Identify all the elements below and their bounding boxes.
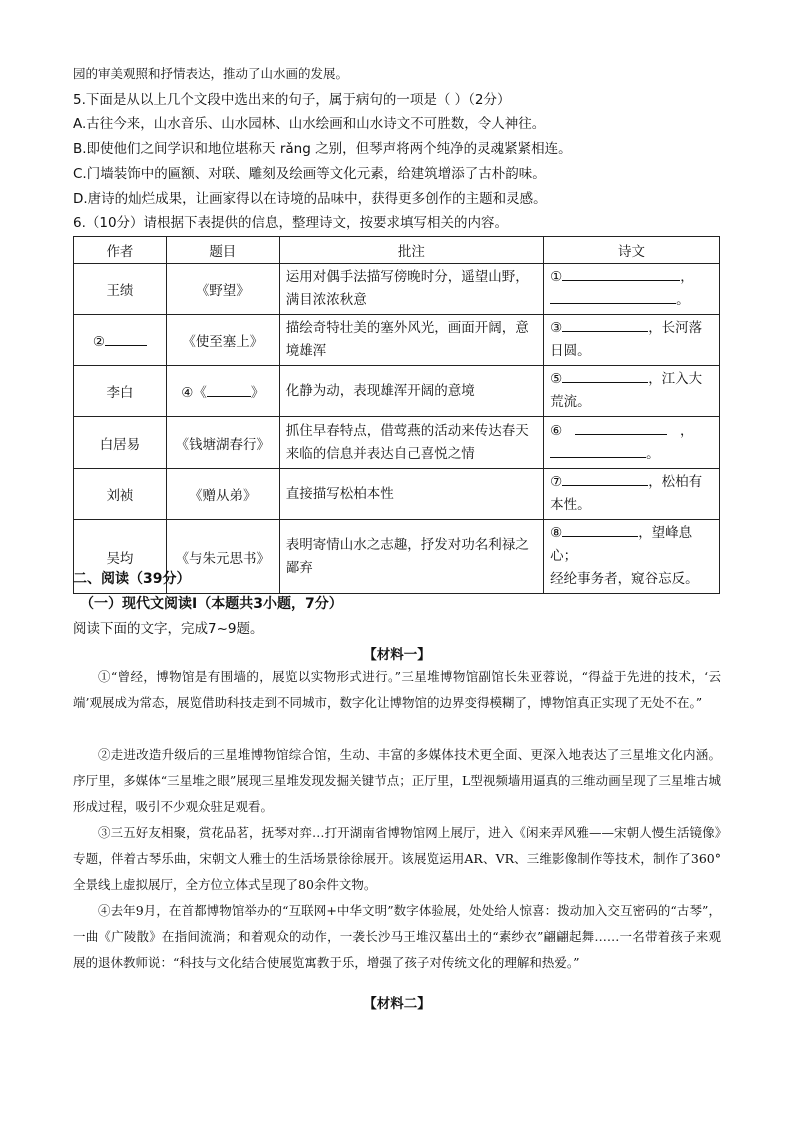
poem-cell <box>544 264 720 315</box>
answer-blank[interactable] <box>562 317 648 332</box>
q5-option-d: D.唐诗的灿烂成果，让画家得以在诗境的品味中，获得更多创作的主题和灵感。 <box>73 191 547 207</box>
author-cell <box>74 315 167 366</box>
q6-stem: 6.（10分）请根据下表提供的信息，整理诗文，按要求填写相关的内容。 <box>73 215 509 231</box>
poem-cell <box>544 469 720 520</box>
table-header-row <box>74 237 720 264</box>
answer-blank[interactable] <box>550 443 646 458</box>
table-row <box>74 366 720 417</box>
header-note: 批注 <box>279 237 543 264</box>
material-one-title: 【材料一】 <box>363 647 431 663</box>
title-bracket: 》 <box>250 385 265 401</box>
table-row <box>74 315 720 366</box>
header-poem: 诗文 <box>544 237 720 264</box>
blank-number: ① <box>550 269 563 285</box>
title-cell: 《赠从弟》 <box>166 469 279 520</box>
note-cell: 描绘奇特壮美的塞外风光，画面开阔，意境雄浑 <box>279 315 543 366</box>
q5-option-a: A.古往今来，山水音乐、山水园林、山水绘画和山水诗文不可胜数，令人神往。 <box>73 116 546 132</box>
blank-number: ② <box>92 333 105 350</box>
subsection-heading: （一）现代文阅读Ⅰ（本题共3小题，7分） <box>80 596 343 612</box>
poem-text: ，长河落 <box>648 320 703 336</box>
blank-number: ⑧ <box>550 525 563 541</box>
answer-blank[interactable] <box>562 368 648 383</box>
author-cell: 王绩 <box>74 264 167 315</box>
poem-text: ，松柏有 <box>648 474 703 490</box>
poem-text: ，江入大 <box>648 371 703 387</box>
header-title: 题目 <box>166 237 279 264</box>
answer-blank[interactable] <box>562 266 680 281</box>
poem-text: ，望峰息心； <box>550 525 693 564</box>
blank-number: ⑤ <box>550 371 563 387</box>
note-cell: 运用对偶手法描写傍晚时分，遥望山野，满目浓浓秋意 <box>279 264 543 315</box>
q5-option-b: B.即使他们之间学识和地位堪称天 rǎng 之别，但琴声将两个纯净的灵魂紧紧相连。 <box>73 141 572 157</box>
author-cell: 刘祯 <box>74 469 167 520</box>
table-row <box>74 417 720 469</box>
answer-blank[interactable] <box>575 420 667 435</box>
poem-text: 。 <box>646 445 660 462</box>
paragraph-1: ①“曾经，博物馆是有围墙的，展览以实物形式进行。”三星堆博物馆副馆长朱亚蓉说，“得益于先进的技术，‘云端’观展成为常态，展览借助科技走到不同城市，数字化让博物馆的边界变得模糊了，博物馆真正实现了无处不在。” <box>73 669 721 710</box>
blank-number: ③ <box>550 320 563 336</box>
paragraph-3: ③三五好友相聚，赏花品茗，抚琴对弈…打开湖南省博物馆网上展厅，进入《闲来弄风雅——宋朝人慢生活镜像》专题，伴着古琴乐曲，宋朝文人雅士的生活场景徐徐展开。该展览运用AR、VR、三维影像制作等技术，制作了360°全景线上虚拟展厅，全方位立体式呈现了80余件文物。 <box>73 825 721 892</box>
note-cell: 化静为动，表现雄浑开阔的意境 <box>279 366 543 417</box>
poem-text: 经纶事务者，窥谷忘反。 <box>550 571 699 587</box>
answer-blank[interactable] <box>105 331 147 346</box>
title-cell <box>166 366 279 417</box>
note-cell: 直接描写松柏本性 <box>279 469 543 520</box>
material-two-title: 【材料二】 <box>363 996 431 1012</box>
title-cell: 《使至塞上》 <box>166 315 279 366</box>
answer-blank[interactable] <box>562 471 648 486</box>
paragraph-2: ②走进改造升级后的三星堆博物馆综合馆，生动、丰富的多媒体技术更全面、更深入地表达了三星堆文化内涵。序厅里，多媒体“三星堆之眼”展现三星堆发现发掘关键节点；正厅里，L型视频墙用逼真的三维动画呈现了三星堆古城形成过程，吸引不少观众驻足观看。 <box>73 747 721 814</box>
table-row <box>74 469 720 520</box>
note-cell: 抓住早春特点，借莺燕的活动来传达春天来临的信息并表达自己喜悦之情 <box>279 417 543 469</box>
poem-text: 荒流。 <box>550 394 591 410</box>
author-cell: 李白 <box>74 366 167 417</box>
answer-blank[interactable] <box>550 289 676 304</box>
answer-blank[interactable] <box>207 382 251 397</box>
header-author: 作者 <box>74 237 167 264</box>
reading-instruction: 阅读下面的文字，完成7~9题。 <box>73 621 264 637</box>
poem-cell <box>544 520 720 594</box>
paragraph-4: ④去年9月，在首都博物馆举办的“互联网+中华文明”数字体验展，处处给人惊喜：拨动加入交互密码的“古琴”，一曲《广陵散》在指间流淌；和着观众的动作，一袭长沙马王堆汉墓出土的“素纱衣”翩翩起舞……一名带着孩子来观展的退休教师说：“科技与文化结合使展览寓教于乐，增强了孩子对传统文化的理解和热爱。” <box>73 903 721 970</box>
q5-option-c: C.门墙装饰中的匾额、对联、雕刻及绘画等文化元素，给建筑增添了古朴韵味。 <box>73 166 546 182</box>
answer-blank[interactable] <box>562 522 638 537</box>
note-cell: 表明寄情山水之志趣，抒发对功名利禄之鄙弃 <box>279 520 543 594</box>
title-cell: 《与朱元思书》 <box>166 520 279 594</box>
poem-text: 本性。 <box>550 497 591 513</box>
q5-stem: 5.下面是从以上几个文段中选出来的句子，属于病句的一项是（ ）（2分） <box>73 92 511 108</box>
blank-number: ⑦ <box>550 474 563 490</box>
poem-cell <box>544 315 720 366</box>
poem-text: 。 <box>676 292 690 308</box>
title-cell: 《钱塘湖春行》 <box>166 417 279 469</box>
poem-cell <box>544 417 720 469</box>
blank-number: ④《 <box>181 385 207 401</box>
poem-text: ， <box>679 422 694 439</box>
section-heading: 二、阅读（39分） <box>73 571 191 587</box>
poem-text: ， <box>680 269 694 285</box>
poem-text: 日圆。 <box>550 343 591 359</box>
poem-cell <box>544 366 720 417</box>
poem-table <box>73 236 720 594</box>
blank-number: ⑥ <box>550 422 563 439</box>
table-row <box>74 264 720 315</box>
title-cell: 《野望》 <box>166 264 279 315</box>
author-cell: 吴均 <box>74 520 167 594</box>
top-line: 园的审美观照和抒情表达，推动了山水画的发展。 <box>73 66 349 81</box>
author-cell: 白居易 <box>74 417 167 469</box>
